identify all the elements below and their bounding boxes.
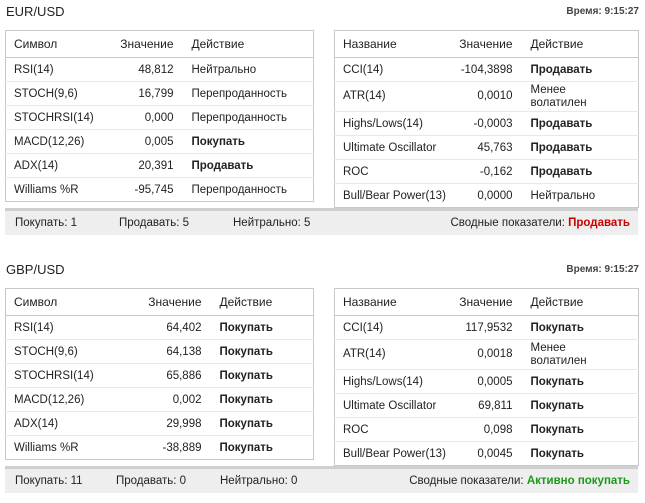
summary-bar — [5, 466, 638, 493]
indicator-name: MACD(12,26) — [6, 130, 106, 154]
indicator-action: Покупать — [212, 340, 314, 364]
indicator-value: -0,162 — [451, 160, 523, 184]
indicator-value: 29,998 — [106, 412, 212, 436]
indicator-name: STOCHRSI(14) — [6, 106, 106, 130]
oscillators-body — [6, 316, 314, 460]
indicator-value: 0,0010 — [451, 82, 523, 112]
col-value-header: Значение — [106, 289, 212, 316]
indicator-action: Покупать — [523, 418, 639, 442]
summary-verdict: Продавать — [568, 217, 630, 229]
indicator-value: 0,002 — [106, 388, 212, 412]
indicator-value: 0,000 — [106, 106, 184, 130]
col-action-header: Действие — [212, 289, 314, 316]
summary-verdict: Активно покупать — [526, 475, 630, 487]
indicator-value: 0,0000 — [477, 189, 513, 202]
oscillators-table — [5, 30, 314, 202]
col-value-header: Значение — [451, 289, 523, 316]
summary-buy-count: Покупать: 11 — [15, 475, 83, 487]
table-row — [335, 82, 639, 112]
pair-section-gbpusd — [0, 262, 645, 498]
indicator-value: 20,391 — [106, 154, 184, 178]
table-row — [335, 184, 639, 208]
table-row — [6, 82, 314, 106]
table-row — [6, 364, 314, 388]
indicator-value: 0,0005 — [451, 370, 523, 394]
pair-title: GBP/USD — [6, 262, 65, 277]
indicator-name: Williams %R — [14, 183, 79, 196]
table-header-row — [335, 289, 639, 316]
indicator-action: Продавать — [523, 136, 639, 160]
indicator-name: STOCHRSI(14) — [6, 364, 106, 388]
indicator-value: 69,811 — [451, 394, 523, 418]
table-row — [335, 394, 639, 418]
indicator-name: RSI(14) — [6, 58, 106, 82]
col-action-header: Действие — [184, 31, 314, 58]
table-row — [6, 58, 314, 82]
summary-buy-count: Покупать: 1 — [15, 217, 77, 229]
indicator-action: Продавать — [523, 58, 639, 82]
indicator-value: 16,799 — [106, 82, 184, 106]
indicator-value: 0,005 — [106, 130, 184, 154]
indicator-action: Менее волатилен — [523, 82, 639, 112]
summary-neutral-count: Нейтрально: 5 — [233, 217, 311, 229]
indicators-body — [335, 316, 639, 466]
col-name-header: Название — [335, 31, 451, 58]
summary-sell-count: Продавать: 5 — [119, 217, 190, 229]
table-row — [6, 340, 314, 364]
table-row — [6, 316, 314, 340]
indicator-name: Ultimate Oscillator — [335, 394, 451, 418]
indicator-name: Williams %R — [14, 441, 79, 454]
summary-neutral-count: Нейтрально: 0 — [220, 475, 298, 487]
update-time: Время: 9:15:27 — [566, 264, 639, 275]
table-row — [335, 136, 639, 160]
table-row — [6, 154, 314, 178]
indicator-action: Покупать — [219, 441, 273, 454]
col-action-header: Действие — [523, 31, 639, 58]
indicator-action: Продавать — [184, 154, 314, 178]
indicator-value: 65,886 — [106, 364, 212, 388]
table-row — [335, 340, 639, 370]
indicator-action: Продавать — [523, 112, 639, 136]
indicator-action: Покупать — [184, 130, 314, 154]
table-row — [335, 316, 639, 340]
indicator-value: -95,745 — [134, 183, 174, 196]
indicator-name: ATR(14) — [335, 82, 451, 112]
indicator-name: MACD(12,26) — [6, 388, 106, 412]
table-row — [335, 370, 639, 394]
indicator-name: ADX(14) — [6, 154, 106, 178]
indicator-action: Покупать — [212, 388, 314, 412]
col-name-header: Название — [335, 289, 451, 316]
indicator-action: Перепроданность — [184, 106, 314, 130]
indicator-name: Bull/Bear Power(13) — [343, 447, 446, 460]
table-header-row — [6, 289, 314, 316]
indicator-action: Перепроданность — [184, 82, 314, 106]
summary-conclusion — [451, 217, 631, 229]
table-row — [6, 130, 314, 154]
summary-sell-count: Продавать: 0 — [116, 475, 187, 487]
indicator-name: Bull/Bear Power(13) — [343, 189, 446, 202]
indicator-action: Покупать — [523, 316, 639, 340]
summary-bar — [5, 208, 638, 235]
indicator-action: Покупать — [212, 364, 314, 388]
indicator-name: RSI(14) — [6, 316, 106, 340]
col-symbol-header: Символ — [6, 289, 106, 316]
indicator-value: 45,763 — [451, 136, 523, 160]
indicator-action: Нейтрально — [184, 58, 314, 82]
summary-label: Сводные показатели: — [450, 217, 565, 229]
table-row — [6, 436, 314, 460]
table-row — [335, 160, 639, 184]
indicator-name: ROC — [335, 418, 451, 442]
col-value-header: Значение — [106, 31, 184, 58]
indicator-value: 64,138 — [106, 340, 212, 364]
indicator-name: CCI(14) — [335, 316, 451, 340]
indicator-value: 117,9532 — [451, 316, 523, 340]
indicator-value: 0,0045 — [477, 447, 513, 460]
summary-conclusion — [409, 475, 630, 487]
indicator-action: Перепроданность — [191, 183, 287, 196]
table-row — [6, 412, 314, 436]
indicator-action: Нейтрально — [530, 189, 596, 202]
indicator-name: CCI(14) — [335, 58, 451, 82]
indicator-value: 48,812 — [106, 58, 184, 82]
indicator-action: Покупать — [523, 394, 639, 418]
table-row — [6, 106, 314, 130]
indicator-value: 0,0018 — [451, 340, 523, 370]
indicator-value: 64,402 — [106, 316, 212, 340]
indicator-name: Highs/Lows(14) — [335, 370, 451, 394]
indicators-body — [335, 58, 639, 208]
summary-label: Сводные показатели: — [409, 475, 524, 487]
indicator-action: Продавать — [523, 160, 639, 184]
table-row — [6, 388, 314, 412]
indicator-action: Покупать — [523, 370, 639, 394]
col-action-header: Действие — [523, 289, 639, 316]
indicator-name: ADX(14) — [6, 412, 106, 436]
indicator-value: -104,3898 — [451, 58, 523, 82]
table-row — [335, 112, 639, 136]
indicator-value: 0,098 — [451, 418, 523, 442]
indicator-name: ATR(14) — [335, 340, 451, 370]
indicator-action: Покупать — [212, 316, 314, 340]
indicators-table — [334, 30, 639, 208]
indicator-name: Ultimate Oscillator — [335, 136, 451, 160]
update-time: Время: 9:15:27 — [566, 6, 639, 17]
col-value-header: Значение — [451, 31, 523, 58]
indicator-name: ROC — [335, 160, 451, 184]
indicator-name: Highs/Lows(14) — [335, 112, 451, 136]
indicator-action: Покупать — [212, 412, 314, 436]
table-header-row — [335, 31, 639, 58]
indicator-value: -38,889 — [162, 441, 202, 454]
oscillators-body — [6, 58, 314, 202]
oscillators-table — [5, 288, 314, 460]
indicator-action: Менее волатилен — [523, 340, 639, 370]
table-row — [335, 442, 639, 466]
table-row — [6, 178, 314, 202]
indicator-value: -0,0003 — [451, 112, 523, 136]
table-header-row — [6, 31, 314, 58]
table-row — [335, 58, 639, 82]
pair-section-eurusd — [0, 4, 645, 240]
col-symbol-header: Символ — [6, 31, 106, 58]
indicators-table — [334, 288, 639, 466]
table-row — [335, 418, 639, 442]
indicator-name: STOCH(9,6) — [6, 82, 106, 106]
indicator-action: Покупать — [530, 447, 584, 460]
pair-title: EUR/USD — [6, 4, 65, 19]
indicator-name: STOCH(9,6) — [6, 340, 106, 364]
